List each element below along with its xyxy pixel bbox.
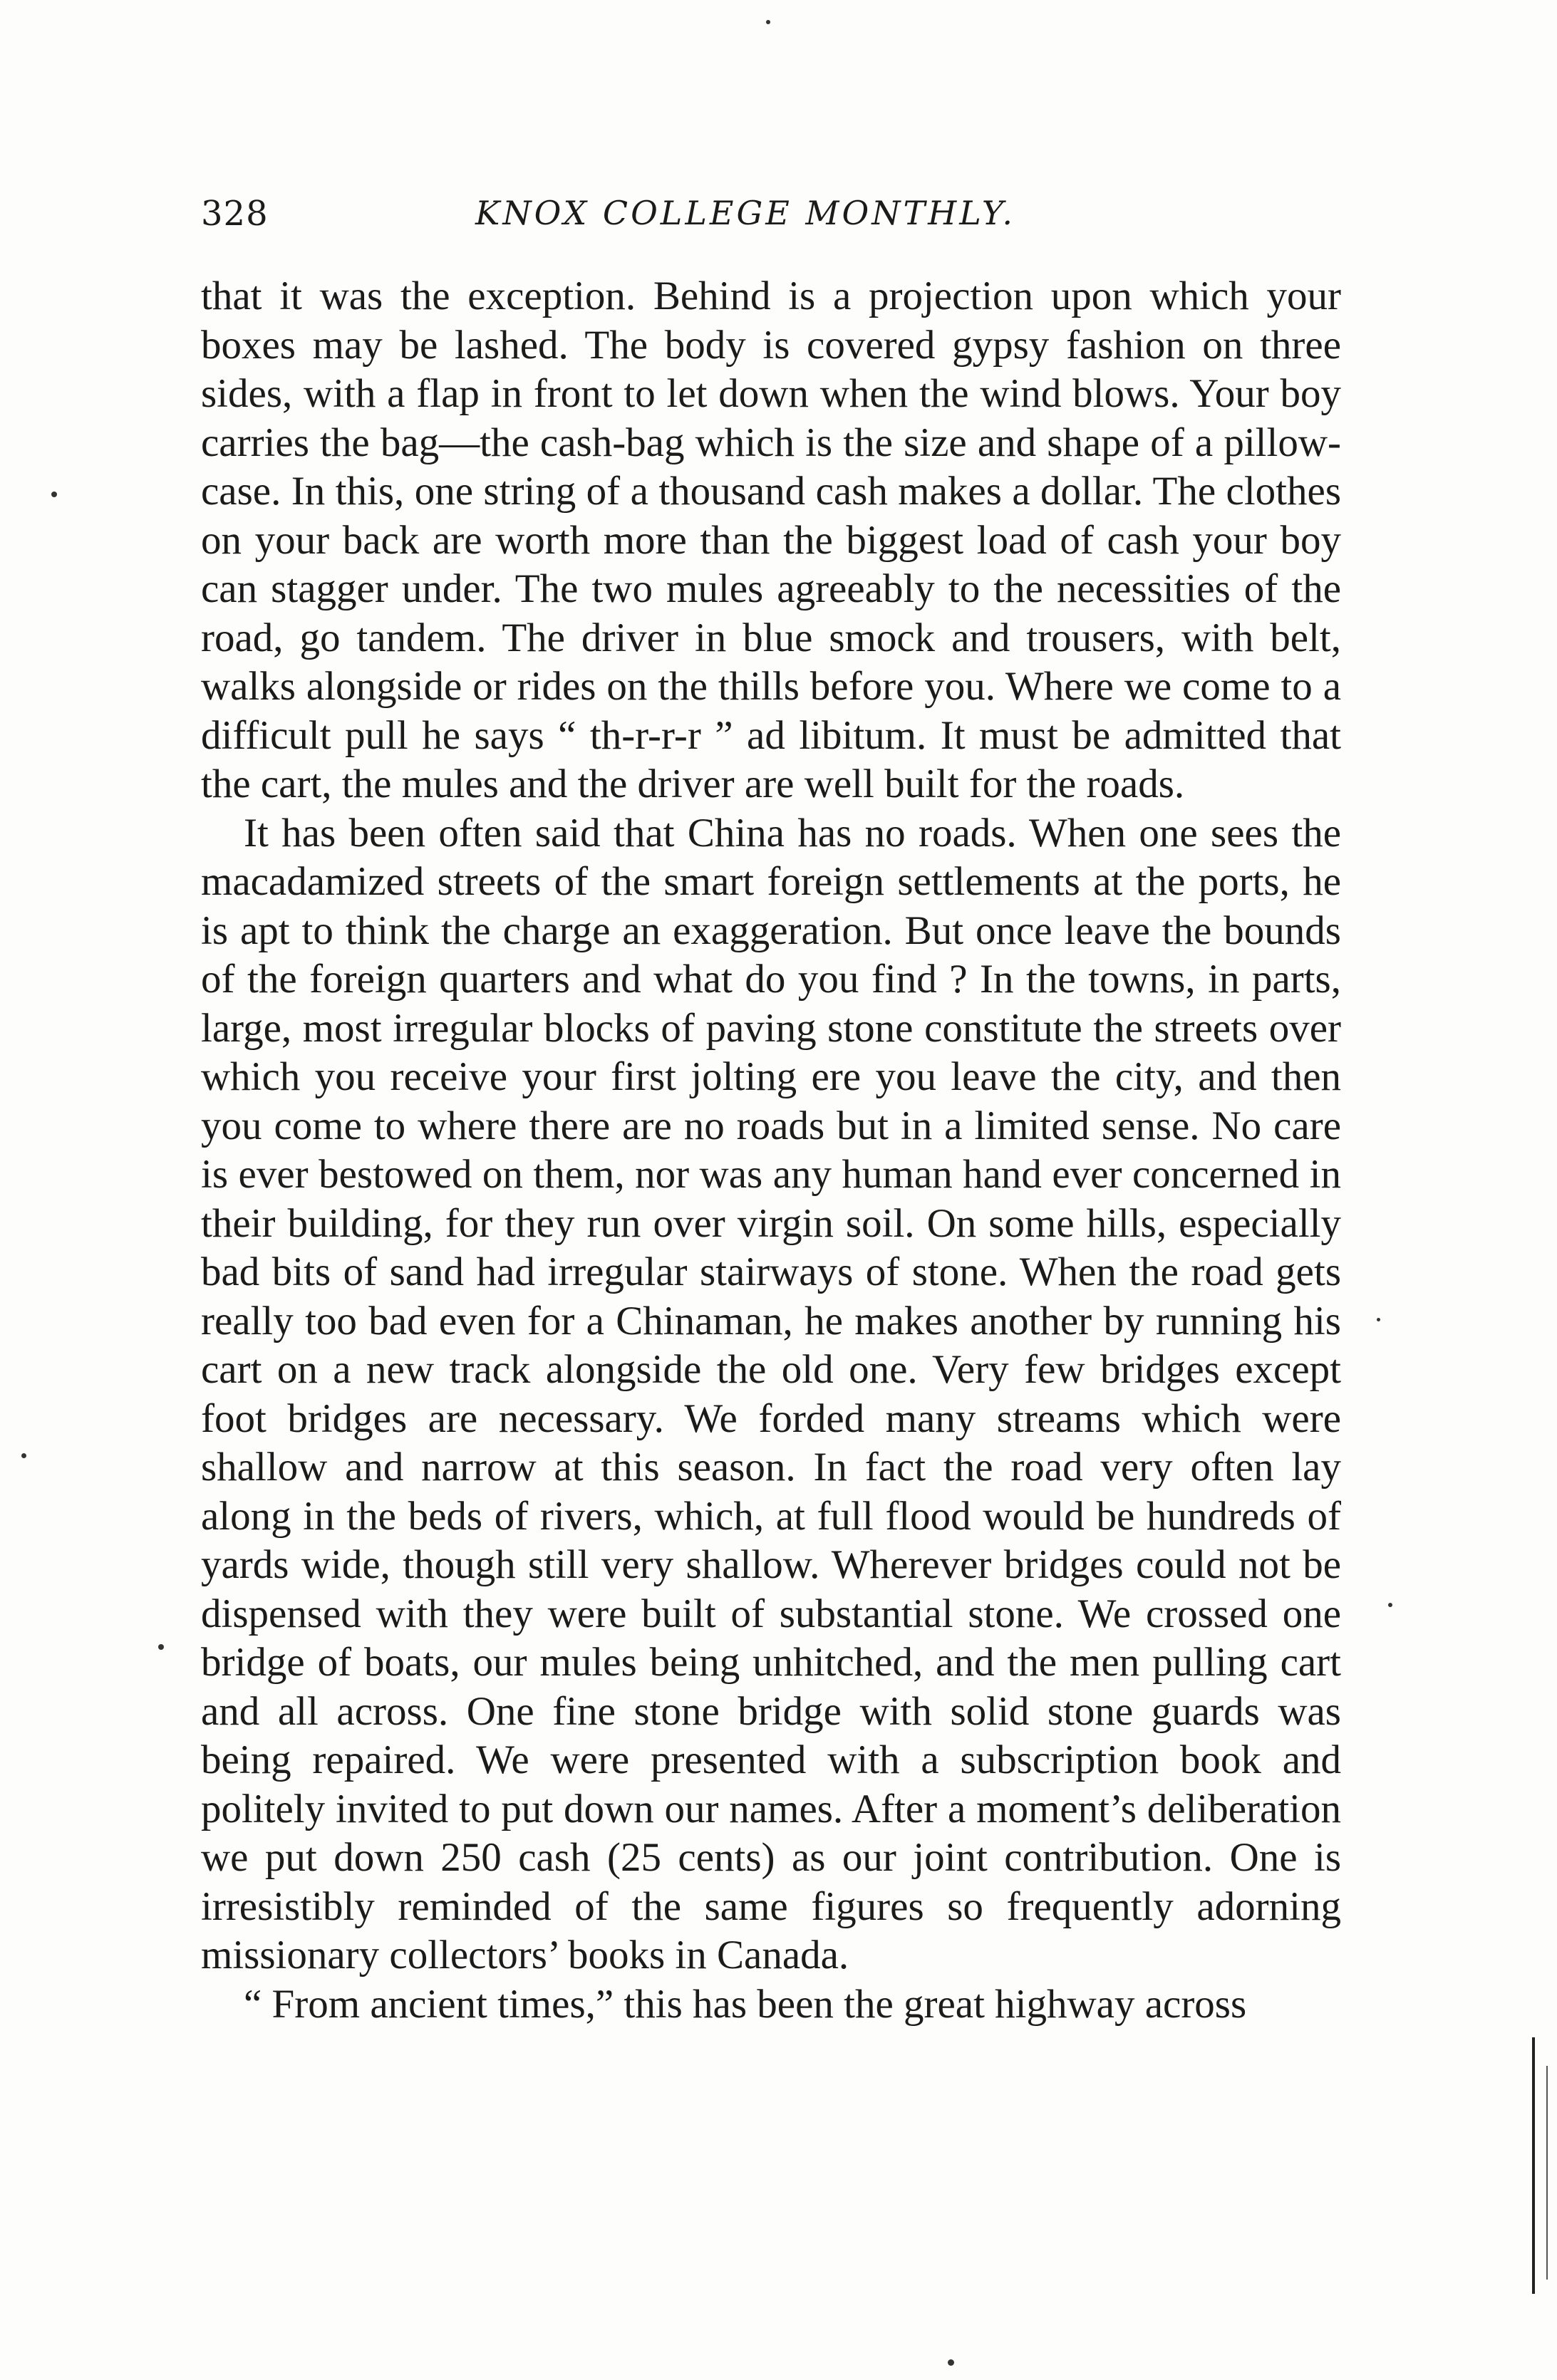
scan-speck: [948, 2359, 954, 2366]
running-title: KNOX COLLEGE MONTHLY.: [475, 194, 1015, 232]
paragraph-3: “ From ancient times,” this has been the great highway across: [244, 1981, 1247, 2027]
scan-speck: [1388, 1603, 1392, 1607]
scan-speck: [51, 492, 57, 497]
scan-speck: [158, 1644, 164, 1650]
scan-edge-line: [1546, 2066, 1548, 2280]
body-text: [201, 272, 1341, 2029]
scan-speck: [766, 20, 770, 24]
scan-speck: [21, 1453, 26, 1458]
page-number: 328: [201, 194, 269, 234]
scan-speck: [1377, 1318, 1380, 1321]
paragraph-2: It has been often said that China has no roads. When one sees the macadamized streets of the smart foreign settlements at the ports, he is apt to think the charge an exaggeration. But once leave the bounds of the foreign quarters and what do you find ? In the towns, in parts, large, most irregular blocks of paving stone constitute the streets over which you receive your first jolting ere you leave the city, and then you come to where there are no roads but in a limited sense. No care is ever bestowed on them, nor was any human hand ever concerned in their building, for they run over virgin soil. On some hills, especially bad bits of sand had irregular stairways of stone. When the road gets really too bad even for a Chinaman, he makes another by running his cart on a new track alongside the old one. Very few bridges except foot bridges are necessary. We forded many streams which were shallow and narrow at this season. In fact the road very often lay along in the beds of rivers, which, at full flood would be hundreds of yards wide, though still very shallow. Wherever bridges could not be dispensed with they were built of substantial stone. We crossed one bridge of boats, our mules being unhitched, and the men pulling cart and all across. One fine stone bridge with solid stone guards was being repaired. We were presented with a subscription book and politely invited to put down our names. After a moment’s deliberation we put down 250 cash (25 cents) as our joint contribution. One is irresistibly reminded of the same figures so frequently adorning missionary collectors’ books in Canada.: [201, 810, 1341, 1978]
page-header: [201, 194, 1341, 244]
paragraph-1: that it was the exception. Behind is a projection upon which your boxes may be lashed. The body is covered gypsy fashion on three sides, with a flap in front to let down when the wind blows. Your boy carries the bag—the cash-bag which is the size and shape of a pillow-case. In this, one string of a thousand cash makes a dollar. The clothes on your back are worth more than the biggest load of cash your boy can stagger under. The two mules agreeably to the necessities of the road, go tandem. The driver in blue smock and trousers, with belt, walks alongside or rides on the thills before you. Where we come to a difficult pull he says “ th-r-r-r ” ad libitum. It must be admitted that the cart, the mules and the driver are well built for the roads.: [201, 274, 1341, 806]
scan-edge-line: [1532, 2037, 1535, 2294]
